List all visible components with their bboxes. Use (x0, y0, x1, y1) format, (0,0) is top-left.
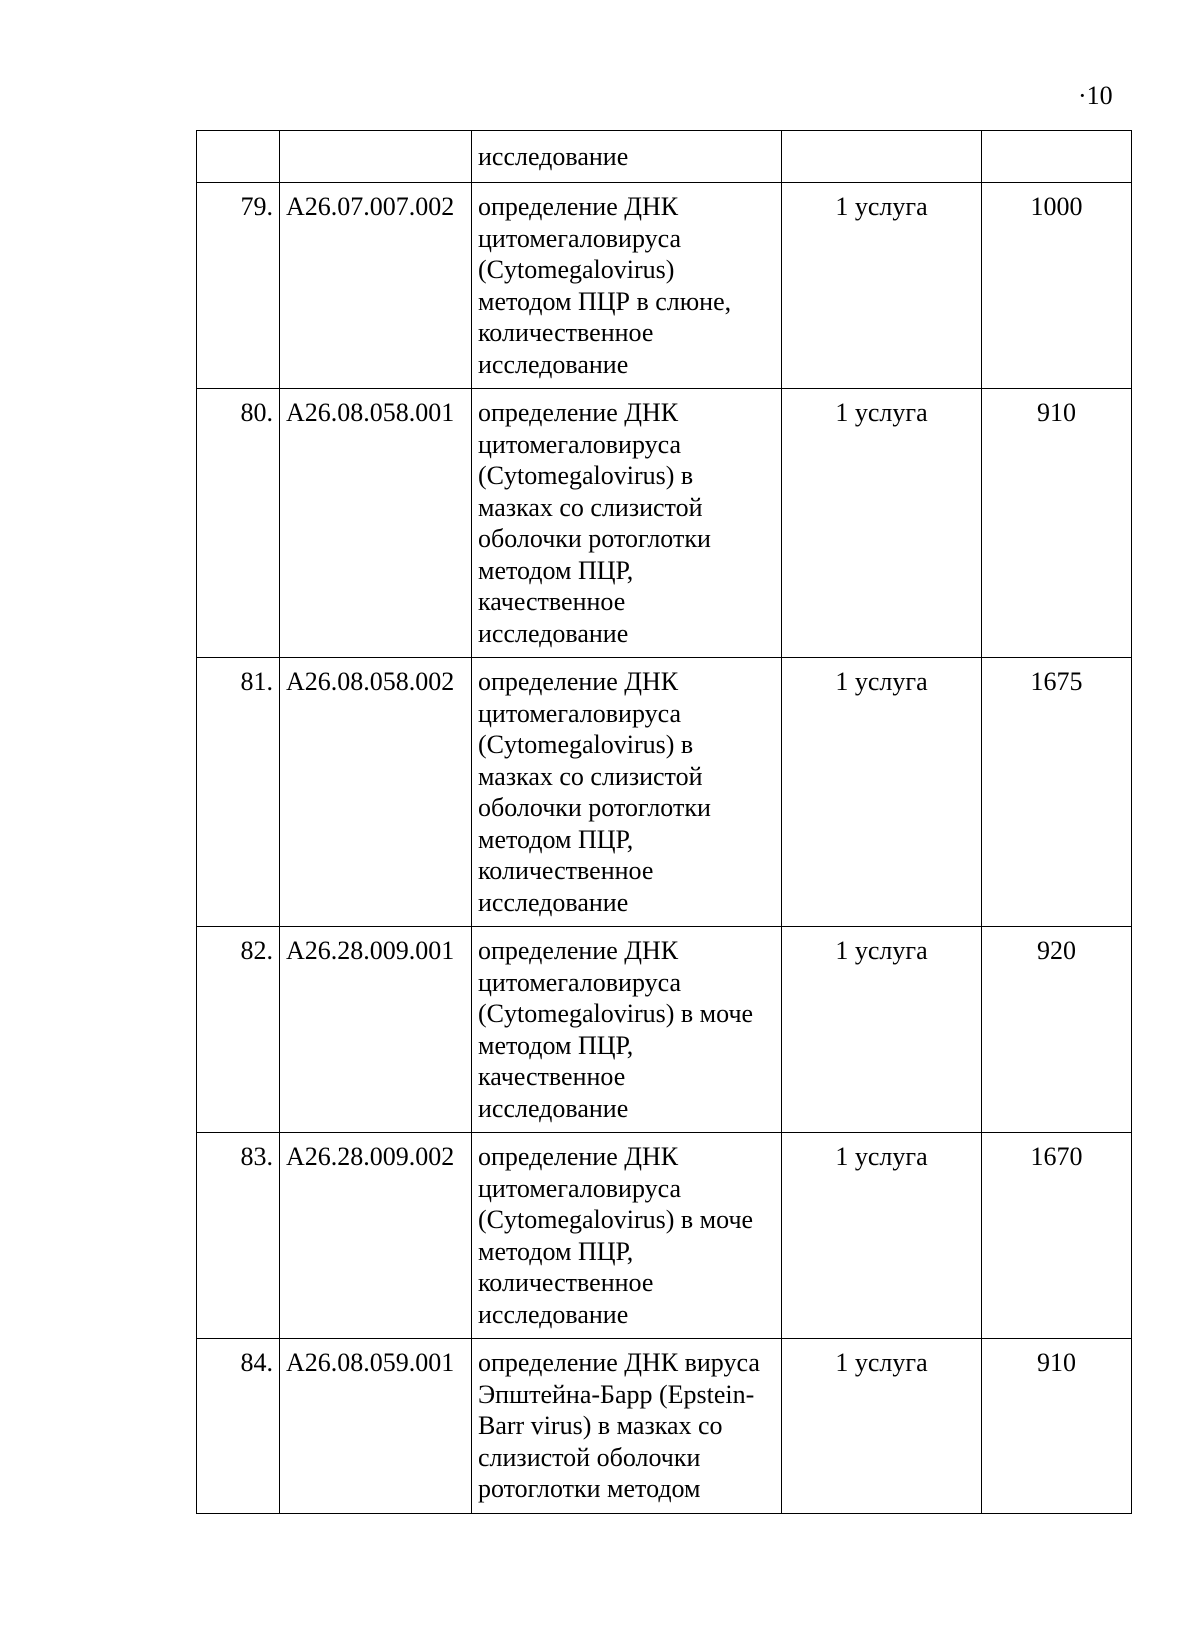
table-row (197, 183, 1132, 389)
description-line: цитомегаловируса (478, 1173, 681, 1203)
description-line: определение ДНК вируса (478, 1348, 760, 1377)
description-line: исследование (478, 142, 629, 171)
row-number (197, 131, 280, 183)
description-line: исследование (478, 618, 629, 648)
service-code: A26.08.058.002 (280, 658, 472, 927)
description-line: качественное (478, 587, 626, 616)
description-line: цитомегаловируса (478, 223, 681, 253)
description-line: методом ПЦР в слюне, (478, 286, 732, 316)
row-number: 84. (197, 1339, 280, 1514)
description-line: количественное (478, 1268, 654, 1297)
service-description (472, 183, 782, 389)
service-price: 1000 (982, 183, 1132, 389)
description-line: исследование (478, 1299, 629, 1329)
description-line: определение ДНК (478, 1142, 679, 1171)
service-description (472, 1339, 782, 1514)
service-description (472, 927, 782, 1133)
service-code: A26.07.007.002 (280, 183, 472, 389)
description-line: Эпштейна-Барр (Epstein- (478, 1379, 755, 1409)
description-line: методом ПЦР, (478, 1030, 634, 1060)
row-number: 80. (197, 389, 280, 658)
description-line: (Cytomegalovirus) в моче (478, 999, 754, 1028)
description-line: слизистой оболочки (478, 1442, 701, 1472)
table-row (197, 658, 1132, 927)
service-code: A26.08.059.001 (280, 1339, 472, 1514)
table-row (197, 927, 1132, 1133)
service-unit: 1 услуга (782, 183, 982, 389)
description-line: (Cytomegalovirus) в моче (478, 1205, 754, 1234)
table-row (197, 1339, 1132, 1514)
description-line: методом ПЦР, (478, 555, 634, 585)
description-line: (Cytomegalovirus) в (478, 730, 694, 759)
service-price: 920 (982, 927, 1132, 1133)
service-code: A26.08.058.001 (280, 389, 472, 658)
description-line: исследование (478, 349, 629, 379)
description-line: определение ДНК (478, 398, 679, 427)
row-number: 81. (197, 658, 280, 927)
table-row (197, 389, 1132, 658)
table-row (197, 131, 1132, 183)
service-unit: 1 услуга (782, 1133, 982, 1339)
service-code (280, 131, 472, 183)
description-line: (Cytomegalovirus) (478, 255, 675, 284)
table-row (197, 1133, 1132, 1339)
description-line: определение ДНК (478, 667, 679, 696)
description-line: мазках со слизистой (478, 761, 703, 791)
service-unit (782, 131, 982, 183)
service-description (472, 131, 782, 183)
service-unit: 1 услуга (782, 658, 982, 927)
description-line: цитомегаловируса (478, 967, 681, 997)
row-number: 83. (197, 1133, 280, 1339)
service-price: 1670 (982, 1133, 1132, 1339)
description-line: цитомегаловируса (478, 698, 681, 728)
description-line: количественное (478, 856, 654, 885)
description-line: оболочки ротоглотки (478, 524, 711, 553)
service-code: A26.28.009.001 (280, 927, 472, 1133)
service-unit: 1 услуга (782, 1339, 982, 1514)
description-line: (Cytomegalovirus) в (478, 461, 694, 490)
description-line: мазках со слизистой (478, 492, 703, 522)
description-line: исследование (478, 1093, 629, 1123)
description-line: исследование (478, 887, 629, 917)
service-code: A26.28.009.002 (280, 1133, 472, 1339)
row-number: 82. (197, 927, 280, 1133)
service-description (472, 389, 782, 658)
description-line: оболочки ротоглотки (478, 793, 711, 822)
service-price: 910 (982, 1339, 1132, 1514)
service-price: 1675 (982, 658, 1132, 927)
description-line: определение ДНК (478, 936, 679, 965)
service-price: 910 (982, 389, 1132, 658)
service-description (472, 658, 782, 927)
description-line: методом ПЦР, (478, 824, 634, 854)
description-line: ротоглотки методом (478, 1474, 701, 1503)
description-line: количественное (478, 318, 654, 347)
description-line: качественное (478, 1062, 626, 1091)
service-unit: 1 услуга (782, 927, 982, 1133)
service-unit: 1 услуга (782, 389, 982, 658)
price-table (196, 130, 1132, 1514)
description-line: определение ДНК (478, 192, 679, 221)
page-number: ·10 (1078, 81, 1113, 110)
description-line: цитомегаловируса (478, 429, 681, 459)
row-number: 79. (197, 183, 280, 389)
description-line: Barr virus) в мазках со (478, 1411, 723, 1440)
service-description (472, 1133, 782, 1339)
service-price (982, 131, 1132, 183)
description-line: методом ПЦР, (478, 1236, 634, 1266)
